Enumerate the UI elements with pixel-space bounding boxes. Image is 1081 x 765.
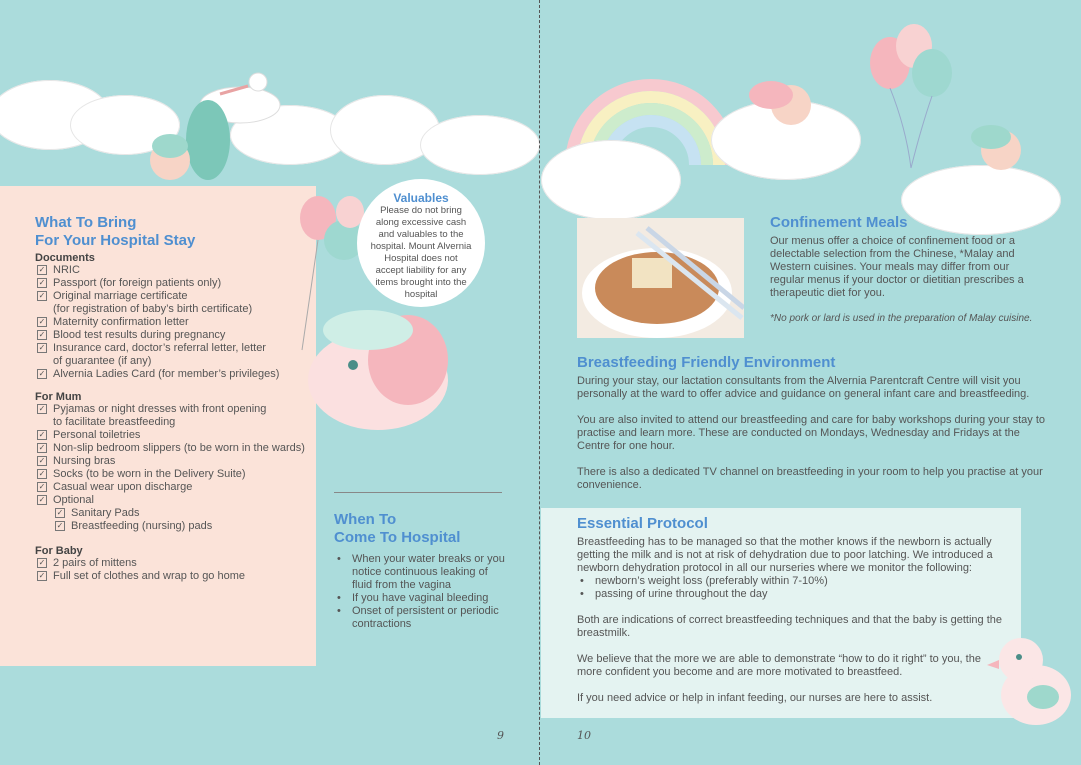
balloons-illustration (866, 18, 956, 178)
bullet-item: • newborn’s weight loss (preferably within 7-10%) (577, 575, 1007, 588)
for-baby-heading: For Baby (35, 545, 83, 557)
checklist-item-text: Casual wear upon discharge (53, 481, 193, 493)
what-to-bring-section (35, 214, 325, 583)
checklist-item-text: Nursing bras (53, 455, 116, 467)
checkbox-icon: ✓ (38, 482, 46, 491)
cloud-decoration (420, 115, 540, 175)
checkbox-icon: ✓ (38, 317, 46, 326)
checklist-item (35, 264, 325, 277)
valuables-body: Please do not bring along excessive cash and valuables to the hospital. Mount Alvernia Hospital does not accept liability for any items brought into the hospital (370, 205, 472, 300)
sleeping-baby-illustration (951, 115, 1061, 190)
checkbox-icon: ✓ (38, 456, 46, 465)
checklist-item-continuation: of guarantee (if any) (53, 355, 152, 367)
page-number-right: 10 (577, 729, 591, 742)
checkbox-icon: ✓ (38, 443, 46, 452)
checkbox-icon: ✓ (38, 291, 46, 300)
checklist-item (35, 403, 325, 416)
checkbox-icon: ✓ (38, 343, 46, 352)
checkbox-icon: ✓ (38, 571, 46, 580)
checklist-item (35, 557, 325, 570)
confinement-meal-photo (577, 218, 744, 338)
checklist-item-text: Optional (53, 494, 94, 506)
checklist-item (35, 342, 325, 355)
confinement-note: *No pork or lard is used in the preparation of Malay cuisine. (770, 313, 1033, 324)
optional-list (35, 507, 325, 533)
for-baby-list (35, 557, 325, 583)
checklist-item-text: 2 pairs of mittens (53, 557, 137, 569)
protocol-p3: We believe that the more we are able to demonstrate “how to do it right” to you, the more confident you become and are more motivated to breastfeed. (577, 653, 981, 678)
checklist-item (35, 455, 325, 468)
checklist-item (35, 316, 325, 329)
bullet-item: • passing of urine throughout the day (577, 588, 1007, 601)
checklist-item-text: Personal toiletries (53, 429, 141, 441)
checklist-item-continuation: (for registration of baby’s birth certificate) (53, 303, 253, 315)
checkbox-icon: ✓ (38, 278, 46, 287)
breastfeeding-p3: There is also a dedicated TV channel on breastfeeding in your room to help you practise at your convenience. (577, 466, 1043, 491)
what-to-bring-title-1: What To Bring (35, 214, 137, 231)
checklist-item-text: Insurance card, doctor’s referral letter, letter (53, 342, 266, 354)
valuables-title: Valuables (393, 191, 449, 205)
checklist-item (35, 329, 325, 342)
checklist-item (35, 290, 325, 303)
duck-illustration (981, 625, 1081, 735)
what-to-bring-title-2: For Your Hospital Stay (35, 232, 196, 249)
checklist-item (35, 494, 325, 507)
protocol-p1: Breastfeeding has to be managed so that the mother knows if the newborn is actually getting the milk and is not at risk of dehydration due to poor latching. We introduced a newborn dehydration protocol in all our nurseries where we monitor the following: (577, 536, 993, 574)
checklist-item-text: Original marriage certificate (53, 290, 188, 302)
checklist-item (35, 507, 325, 520)
checklist-item (35, 277, 325, 290)
protocol-p2: Both are indications of correct breastfeeding techniques and that the baby is getting the breastmilk. (577, 614, 1002, 639)
checkbox-icon: ✓ (38, 330, 46, 339)
protocol-section (577, 515, 1007, 705)
checklist-item-text: Maternity confirmation letter (53, 316, 189, 328)
breastfeeding-p1: During your stay, our lactation consultants from the Alvernia Parentcraft Centre will visit you personally at the ward to offer advice and guidance on general infant care and breastfeeding. (577, 375, 1030, 400)
checklist-item-text: Full set of clothes and wrap to go home (53, 570, 245, 582)
right-page (541, 0, 1081, 765)
breastfeeding-section (577, 354, 1047, 492)
valuables-circle (357, 179, 485, 307)
confinement-section (770, 214, 1040, 325)
cloud-decoration (541, 140, 681, 220)
breastfeeding-p2: You are also invited to attend our breastfeeding and care for baby workshops during your stay to practise and learn more. These are conducted on Mondays, Wednesday and Fridays at the Centre for one hour. (577, 414, 1045, 452)
checkbox-icon: ✓ (56, 508, 64, 517)
bullet-item: • When your water breaks or you notice continuous leaking of fluid from the vagina (334, 553, 509, 592)
checkbox-icon: ✓ (38, 430, 46, 439)
checklist-item-text: Socks (to be worn in the Delivery Suite) (53, 468, 246, 480)
checklist-item (35, 468, 325, 481)
sleeping-baby-illustration (731, 70, 841, 140)
confinement-body: Our menus offer a choice of confinement food or a delectable selection from the Chinese, *Malay and Western cuisines. Your meals may differ from our regular menus if your doctor or dietitian prescribes a therapeutic diet for you. (770, 235, 1024, 299)
checklist-item-text: Sanitary Pads (71, 507, 140, 519)
bullet-item: • If you have vaginal bleeding (334, 592, 509, 605)
checklist-item (35, 442, 325, 455)
confinement-title: Confinement Meals (770, 214, 908, 231)
left-page (0, 0, 540, 765)
checklist-item (35, 570, 325, 583)
protocol-list (577, 575, 1007, 601)
checklist-item (35, 368, 325, 381)
bullet-item: • Onset of persistent or periodic contractions (334, 605, 509, 631)
page-fold (539, 0, 540, 765)
divider (334, 492, 502, 493)
checklist-item-text: Passport (for foreign patients only) (53, 277, 222, 289)
checklist-item-text: NRIC (53, 264, 80, 276)
checklist-item (35, 520, 325, 533)
protocol-title: Essential Protocol (577, 515, 708, 532)
checklist-item (35, 429, 325, 442)
checkbox-icon: ✓ (38, 558, 46, 567)
checklist-item-text: Breastfeeding (nursing) pads (71, 520, 213, 532)
checkbox-icon: ✓ (38, 369, 46, 378)
checkbox-icon: ✓ (56, 521, 64, 530)
documents-heading: Documents (35, 252, 95, 264)
checklist-item-continuation: to facilitate breastfeeding (53, 416, 176, 428)
protocol-p4: If you need advice or help in infant feeding, our nurses are here to assist. (577, 692, 933, 704)
checklist-item-text: Blood test results during pregnancy (53, 329, 226, 341)
for-mum-heading: For Mum (35, 391, 82, 403)
checklist-item-text: Pyjamas or night dresses with front opening (53, 403, 267, 415)
when-to-come-section (334, 511, 509, 631)
documents-list (35, 264, 325, 381)
checkbox-icon: ✓ (38, 495, 46, 504)
checkbox-icon: ✓ (38, 404, 46, 413)
checkbox-icon: ✓ (38, 469, 46, 478)
checkbox-icon: ✓ (38, 265, 46, 274)
when-title-2: Come To Hospital (334, 529, 461, 546)
breastfeeding-title: Breastfeeding Friendly Environment (577, 354, 836, 371)
checklist-item-text: Alvernia Ladies Card (for member’s privileges) (53, 368, 280, 380)
for-mum-list (35, 403, 325, 507)
when-list (334, 553, 509, 631)
checklist-item (35, 481, 325, 494)
checklist-item-text: Non-slip bedroom slippers (to be worn in the wards) (53, 442, 305, 454)
page-number-left: 9 (497, 729, 504, 742)
when-title-1: When To (334, 511, 397, 528)
